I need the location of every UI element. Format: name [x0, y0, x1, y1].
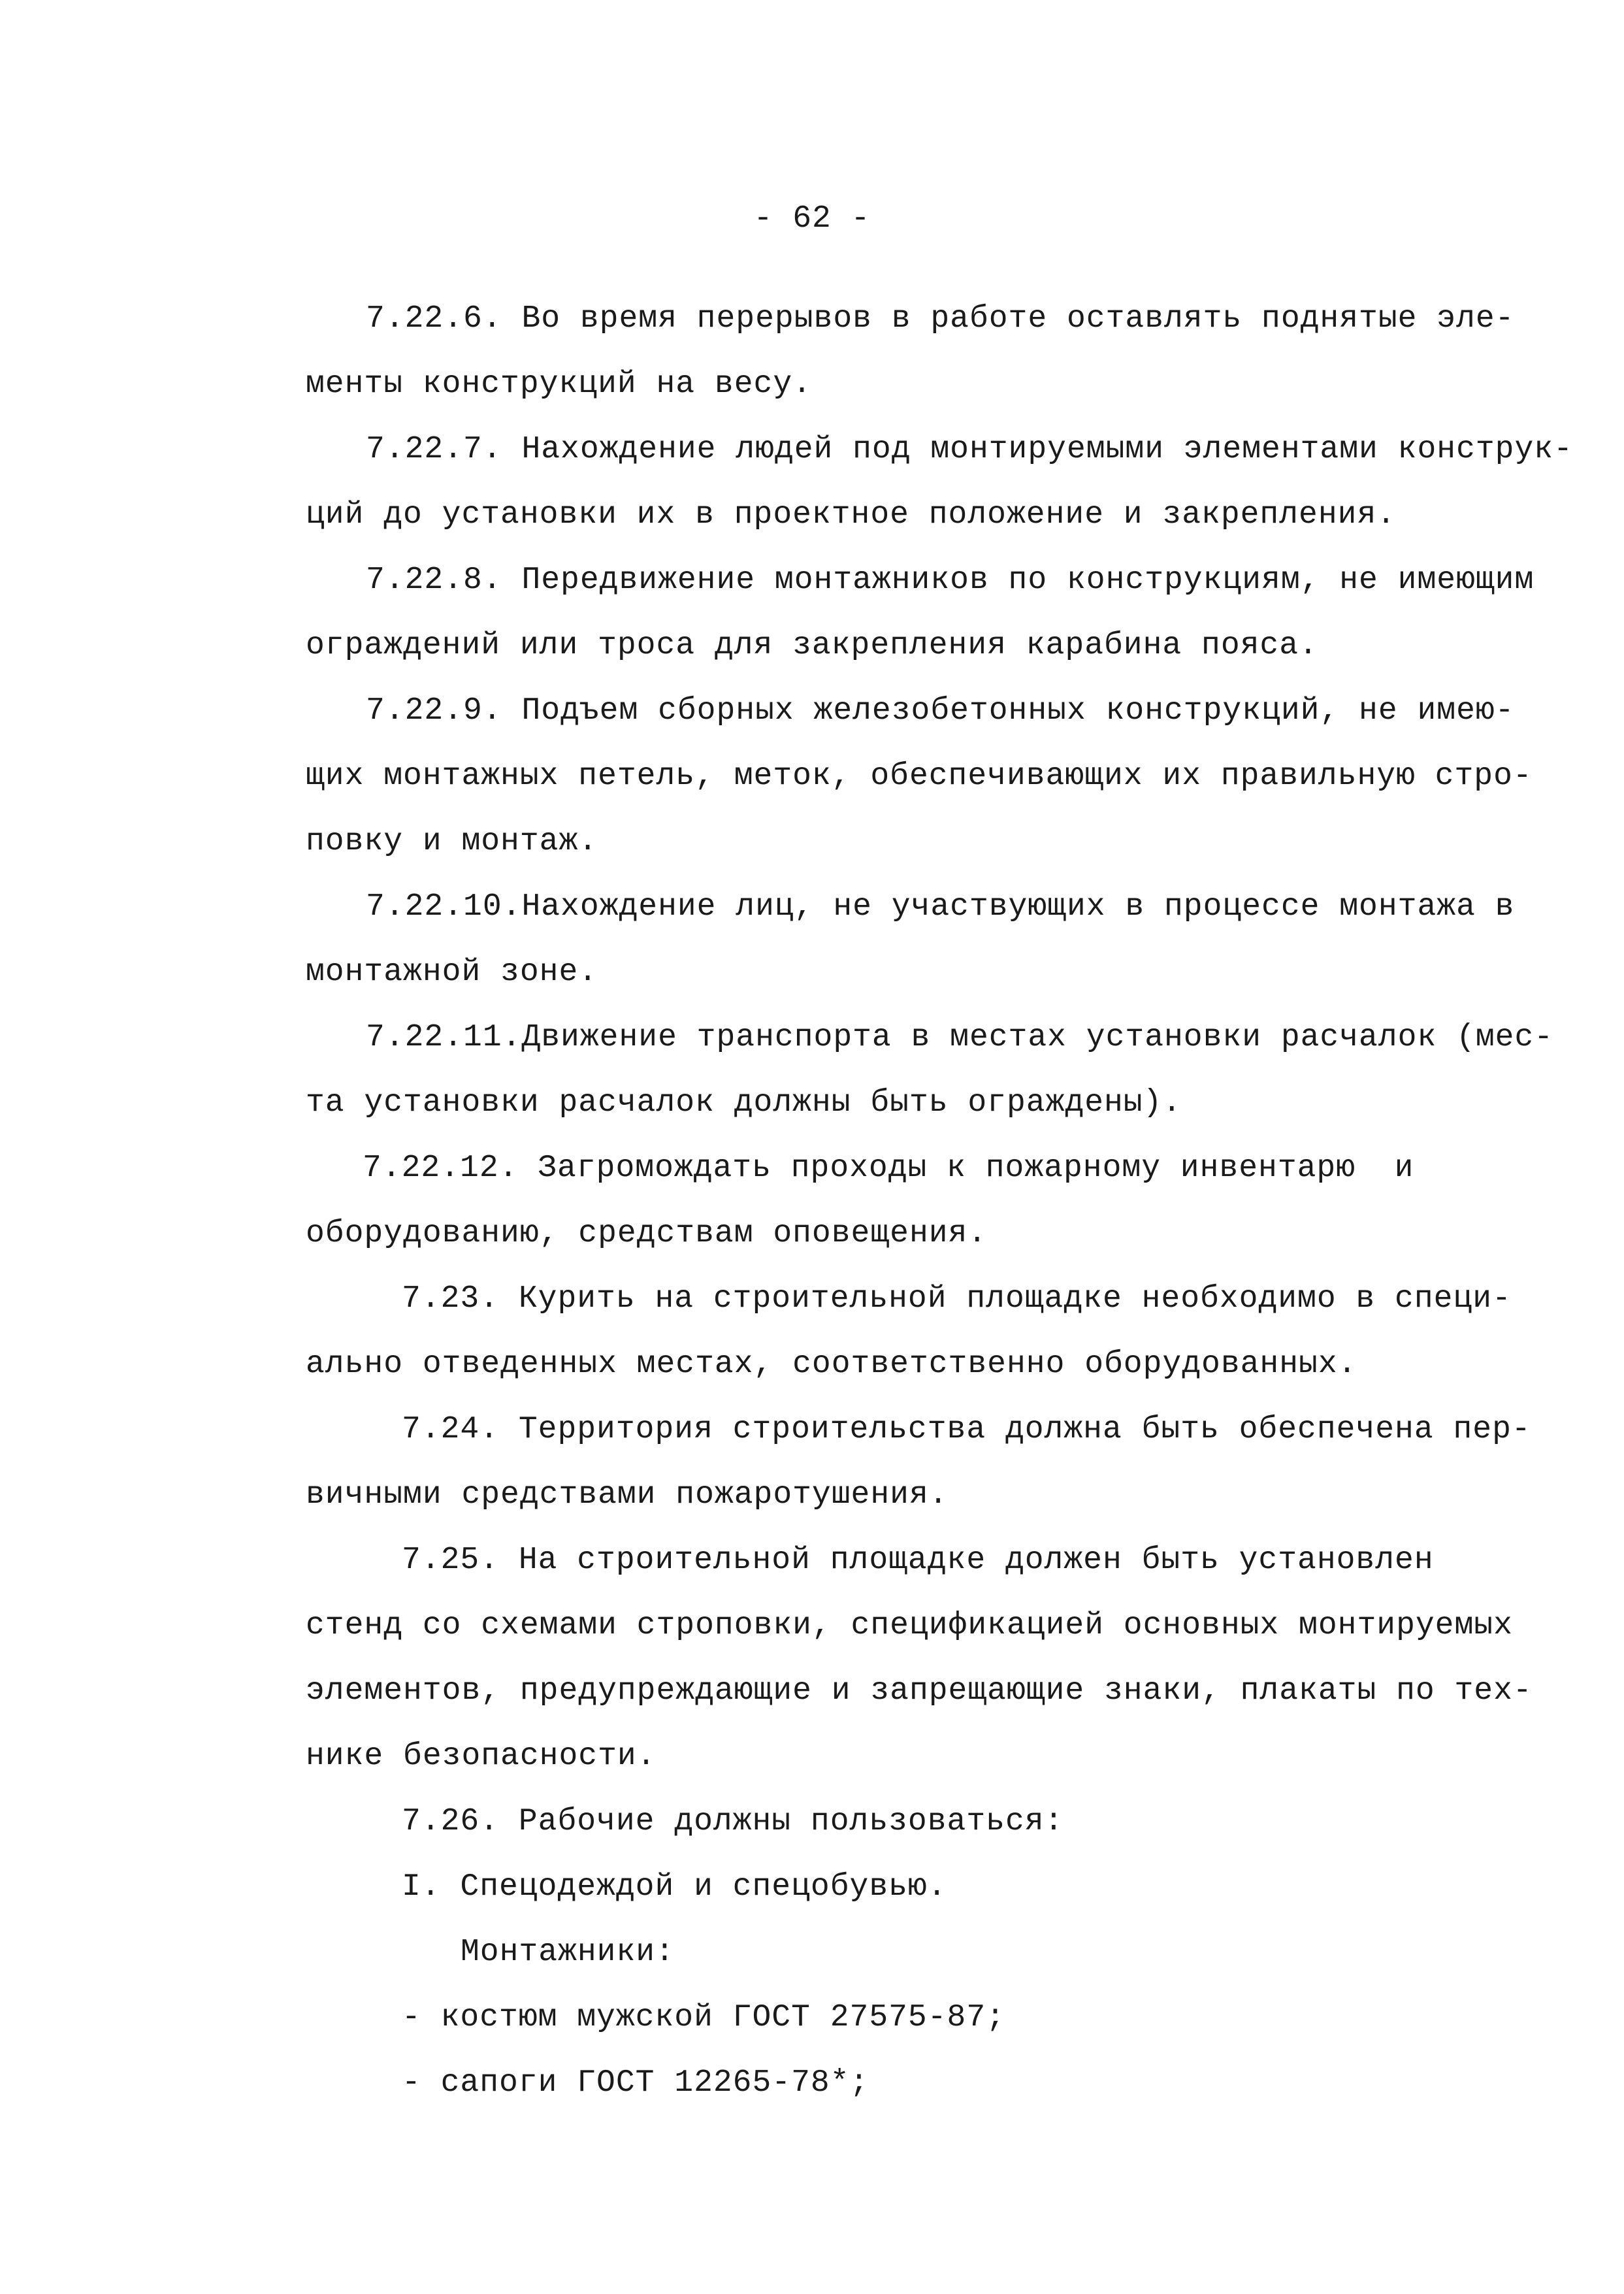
paragraph-7-22-10-line-1: 7.22.10.Нахождение лиц, не участвующих в процессе монтажа в: [366, 889, 1515, 925]
paragraph-7-22-8-line-1: 7.22.8. Передвижение монтажников по конструкциям, не имеющим: [366, 563, 1535, 598]
paragraph-7-23-line-1: 7.23. Курить на строительной площадке необходимо в специ-: [402, 1281, 1512, 1317]
paragraph-7-22-11-line-2: та установки расчалок должны быть ограждены).: [306, 1085, 1182, 1121]
paragraph-7-22-12-line-2: оборудованию, средствам оповещения.: [306, 1216, 988, 1251]
paragraph-7-25-line-1: 7.25. На строительной площадке должен быть установлен: [402, 1543, 1434, 1578]
paragraph-7-24-line-2: вичными средствами пожаротушения.: [306, 1477, 949, 1513]
paragraph-7-22-9-line-1: 7.22.9. Подъем сборных железобетонных конструкций, не имею-: [366, 693, 1515, 729]
paragraph-7-23-line-2: ально отведенных местах, соответственно оборудованных.: [306, 1347, 1357, 1382]
paragraph-7-22-9-line-3: повку и монтаж.: [306, 824, 598, 859]
paragraph-7-24-line-1: 7.24. Территория строительства должна быть обеспечена пер-: [402, 1412, 1531, 1447]
paragraph-7-25-line-4: нике безопасности.: [306, 1739, 657, 1774]
subheading-montazhniki: Монтажники:: [461, 1935, 675, 1970]
paragraph-7-22-6-line-2: менты конструкций на весу.: [306, 367, 812, 402]
paragraph-7-26-line-1: 7.26. Рабочие должны пользоваться:: [402, 1804, 1064, 1839]
paragraph-7-22-7-line-1: 7.22.7. Нахождение людей под монтируемыми элементами конструк-: [366, 432, 1573, 467]
paragraph-7-25-line-3: элементов, предупреждающие и запрещающие знаки, плакаты по тех-: [306, 1673, 1533, 1709]
paragraph-7-22-10-line-2: монтажной зоне.: [306, 955, 598, 990]
paragraph-7-22-8-line-2: ограждений или троса для закрепления карабина пояса.: [306, 628, 1318, 663]
paragraph-7-22-11-line-1: 7.22.11.Движение транспорта в местах установки расчалок (мес-: [366, 1020, 1554, 1055]
paragraph-7-22-6-line-1: 7.22.6. Во время перерывов в работе оставлять поднятые эле-: [366, 301, 1515, 336]
paragraph-7-22-9-line-2: щих монтажных петель, меток, обеспечивающих их правильную стро-: [306, 759, 1533, 794]
paragraph-7-25-line-2: стенд со схемами строповки, спецификацией основных монтируемых: [306, 1608, 1513, 1643]
paragraph-7-22-12-line-1: 7.22.12. Загромождать проходы к пожарному инвентарю и: [363, 1151, 1414, 1186]
list-item-boots: - сапоги ГОСТ 12265-78*;: [402, 2065, 869, 2101]
list-item-costume: - костюм мужской ГОСТ 27575-87;: [402, 2000, 1005, 2035]
list-item-roman-1: I. Спецодеждой и спецобувью.: [402, 1869, 947, 1905]
page-number: - 62 -: [753, 201, 871, 237]
paragraph-7-22-7-line-2: ций до установки их в проектное положение и закрепления.: [306, 497, 1397, 533]
